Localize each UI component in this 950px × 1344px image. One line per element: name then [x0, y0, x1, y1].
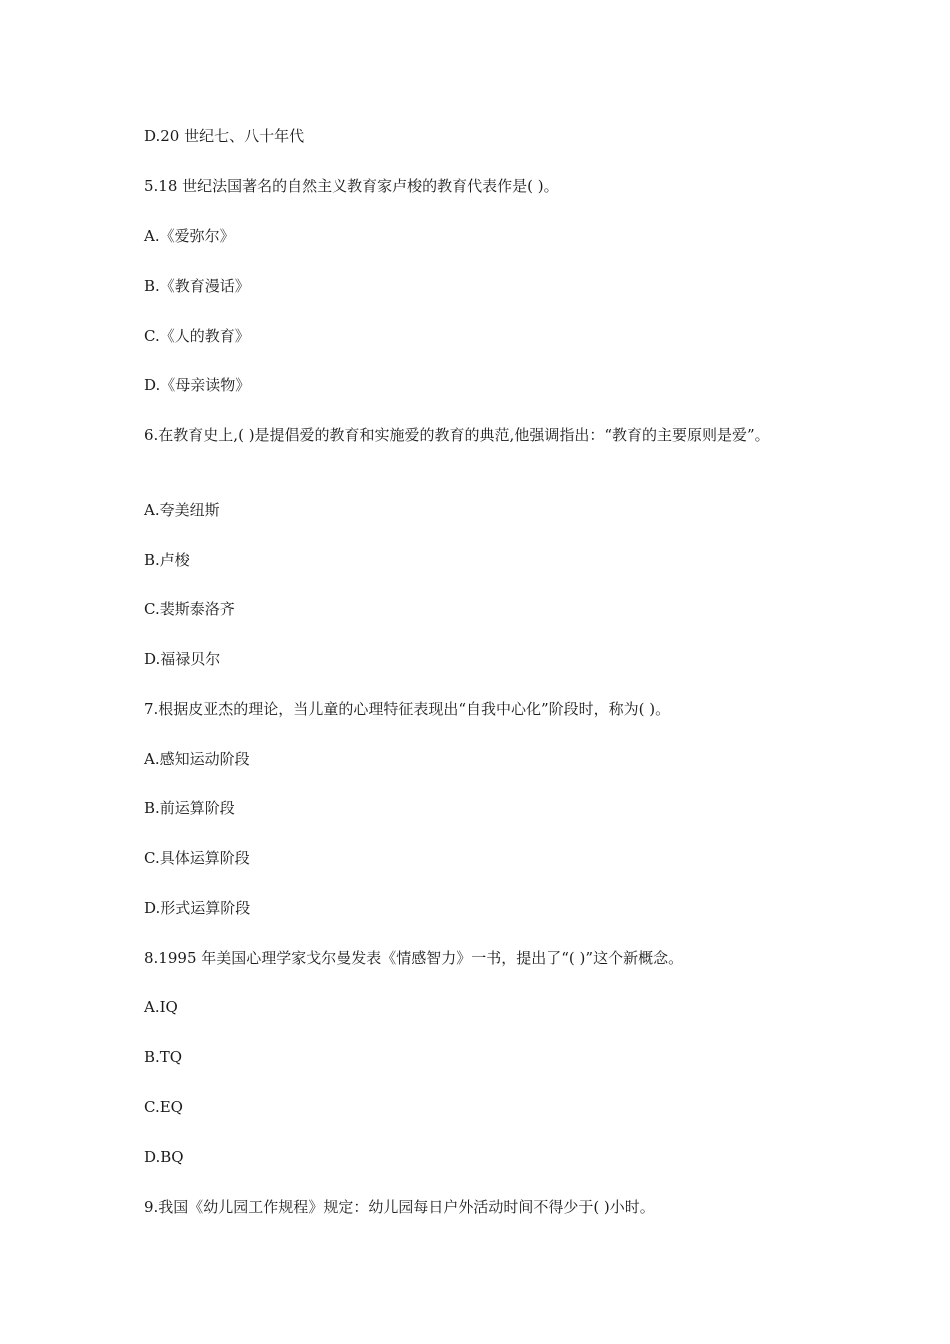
option-d-q7: D.形式运算阶段: [144, 899, 251, 917]
option-b-q7: B.前运算阶段: [144, 799, 235, 817]
question-7: 7.根据皮亚杰的理论，当儿童的心理特征表现出“自我中心化”阶段时，称为( )。: [144, 700, 671, 718]
option-b-q8: B.TQ: [144, 1048, 183, 1066]
option-d-q6: D.福禄贝尔: [144, 650, 221, 668]
option-c-q8: C.EQ: [144, 1098, 183, 1116]
option-d-q4: D.20 世纪七、八十年代: [144, 127, 305, 145]
option-a-q7: A.感知运动阶段: [144, 750, 250, 768]
question-9: 9.我国《幼儿园工作规程》规定：幼儿园每日户外活动时间不得少于( )小时。: [144, 1198, 655, 1216]
option-a-q5: A.《爱弥尔》: [144, 227, 235, 245]
option-b-q5: B.《教育漫话》: [144, 277, 250, 295]
option-c-q6: C.裴斯泰洛齐: [144, 600, 235, 618]
question-6: 6.在教育史上,( )是提倡爱的教育和实施爱的教育的典范,他强调指出：“教育的主要原则是爱”。: [144, 426, 770, 444]
option-c-q7: C.具体运算阶段: [144, 849, 250, 867]
option-b-q6: B.卢梭: [144, 551, 190, 569]
option-a-q6: A.夸美纽斯: [144, 501, 220, 519]
option-c-q5: C.《人的教育》: [144, 327, 250, 345]
option-d-q8: D.BQ: [144, 1148, 184, 1166]
question-5: 5.18 世纪法国著名的自然主义教育家卢梭的教育代表作是( )。: [144, 177, 559, 195]
option-d-q5: D.《母亲读物》: [144, 376, 251, 394]
question-8: 8.1995 年美国心理学家戈尔曼发表《情感智力》一书，提出了“( )”这个新概念。: [144, 949, 684, 967]
option-a-q8: A.IQ: [144, 998, 178, 1016]
